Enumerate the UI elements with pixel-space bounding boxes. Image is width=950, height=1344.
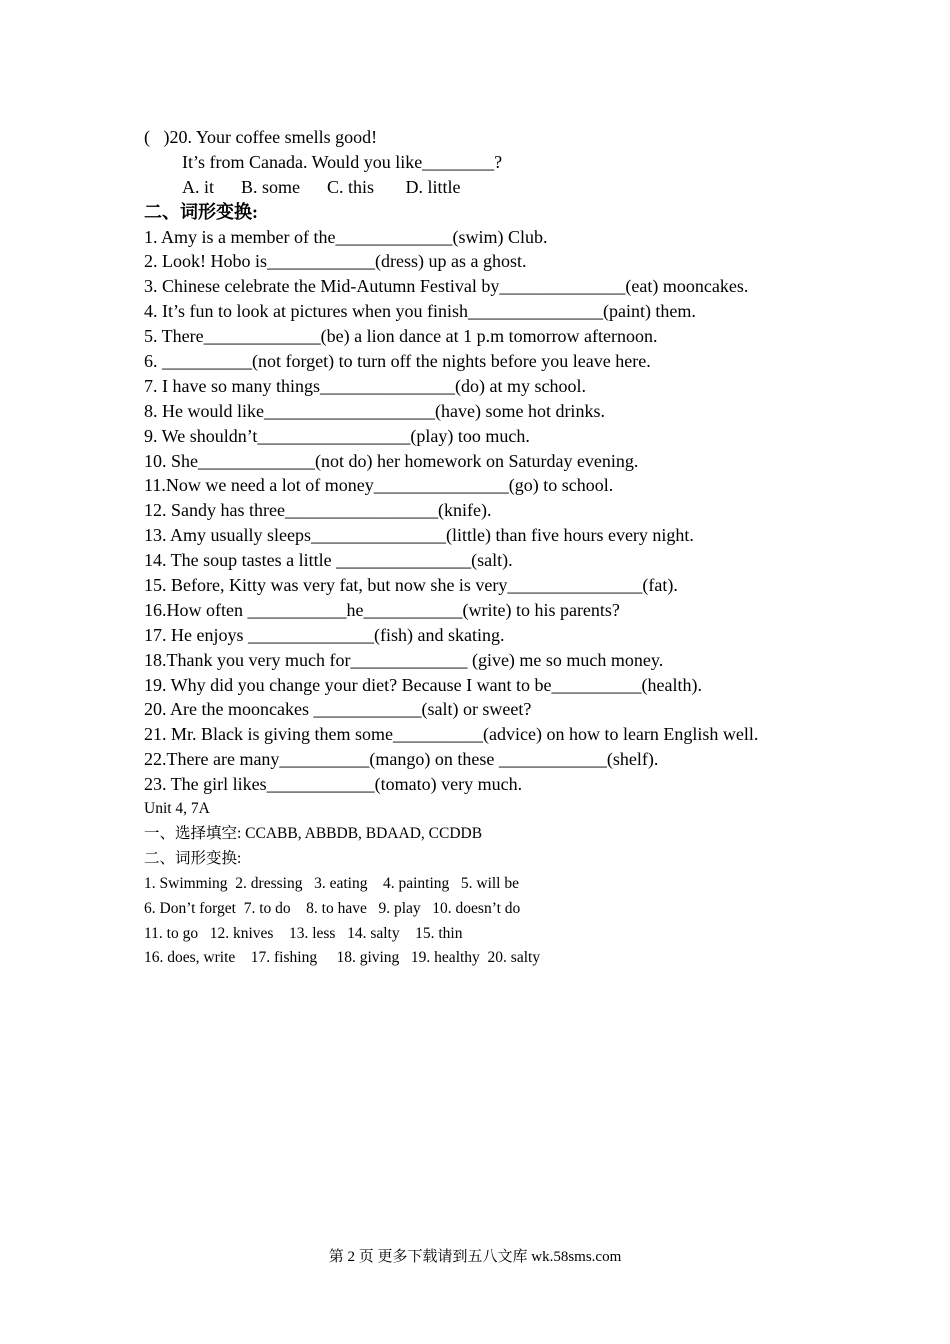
- exercise-item: 15. Before, Kitty was very fat, but now she is very_______________(fat).: [144, 575, 678, 596]
- answer-line: 1. Swimming 2. dressing 3. eating 4. painting 5. will be: [144, 874, 519, 892]
- exercise-item: 17. He enjoys ______________(fish) and skating.: [144, 624, 505, 645]
- question-20-stem: ( )20. Your coffee smells good!: [144, 127, 378, 147]
- document-body: [144, 125, 758, 971]
- exercise-item: 8. He would like___________________(have) some hot drinks.: [144, 400, 605, 421]
- exercise-item: 14. The soup tastes a little _______________(salt).: [144, 550, 513, 571]
- exercise-item: 16.How often ___________he___________(write) to his parents?: [144, 599, 620, 620]
- exercise-item: 9. We shouldn’t_________________(play) too much.: [144, 425, 530, 446]
- answer-line: 二、词形变换:: [144, 849, 242, 867]
- answer-line: 11. to go 12. knives 13. less 14. salty 15. thin: [144, 924, 463, 942]
- exercise-item: 4. It’s fun to look at pictures when you finish_______________(paint) them.: [144, 301, 696, 322]
- exercise-item: 22.There are many__________(mango) on these ____________(shelf).: [144, 749, 659, 770]
- exercise-item: 3. Chinese celebrate the Mid-Autumn Festival by______________(eat) mooncakes.: [144, 276, 749, 297]
- exercise-item: 12. Sandy has three_________________(knife).: [144, 500, 492, 521]
- answer-line: 16. does, write 17. fishing 18. giving 19. healthy 20. salty: [144, 949, 541, 967]
- exercise-item: 21. Mr. Black is giving them some__________(advice) on how to learn English well.: [144, 724, 759, 745]
- answer-line: 6. Don’t forget 7. to do 8. to have 9. play 10. doesn’t do: [144, 899, 521, 917]
- exercise-item: 18.Thank you very much for_____________ (give) me so much money.: [144, 649, 664, 670]
- exercise-item: 20. Are the mooncakes ____________(salt) or sweet?: [144, 699, 532, 720]
- page-footer: 第 2 页 更多下载请到五八文库 wk.58sms.com: [328, 1249, 622, 1265]
- question-20-text: It’s from Canada. Would you like________?: [182, 151, 503, 172]
- answer-line: Unit 4, 7A: [144, 800, 210, 818]
- question-20-options: A. it B. some C. this D. little: [182, 176, 461, 197]
- exercise-list: [144, 225, 758, 797]
- exercise-item: 19. Why did you change your diet? Because I want to be__________(health).: [144, 674, 703, 695]
- section-heading: 二、词形变换:: [144, 201, 258, 222]
- answer-line: 一、选择填空: CCABB, ABBDB, BDAAD, CCDDB: [144, 824, 483, 842]
- exercise-item: 1. Amy is a member of the_____________(swim) Club.: [144, 226, 548, 247]
- exercise-item: 6. __________(not forget) to turn off the nights before you leave here.: [144, 351, 651, 372]
- answer-key: [144, 797, 758, 971]
- exercise-item: 13. Amy usually sleeps_______________(little) than five hours every night.: [144, 525, 694, 546]
- exercise-item: 2. Look! Hobo is____________(dress) up as a ghost.: [144, 251, 527, 272]
- exercise-item: 23. The girl likes____________(tomato) very much.: [144, 774, 523, 795]
- exercise-item: 10. She_____________(not do) her homework on Saturday evening.: [144, 450, 639, 471]
- exercise-item: 7. I have so many things_______________(do) at my school.: [144, 375, 586, 396]
- exercise-item: 11.Now we need a lot of money_______________(go) to school.: [144, 475, 614, 496]
- exercise-item: 5. There_____________(be) a lion dance at 1 p.m tomorrow afternoon.: [144, 326, 658, 347]
